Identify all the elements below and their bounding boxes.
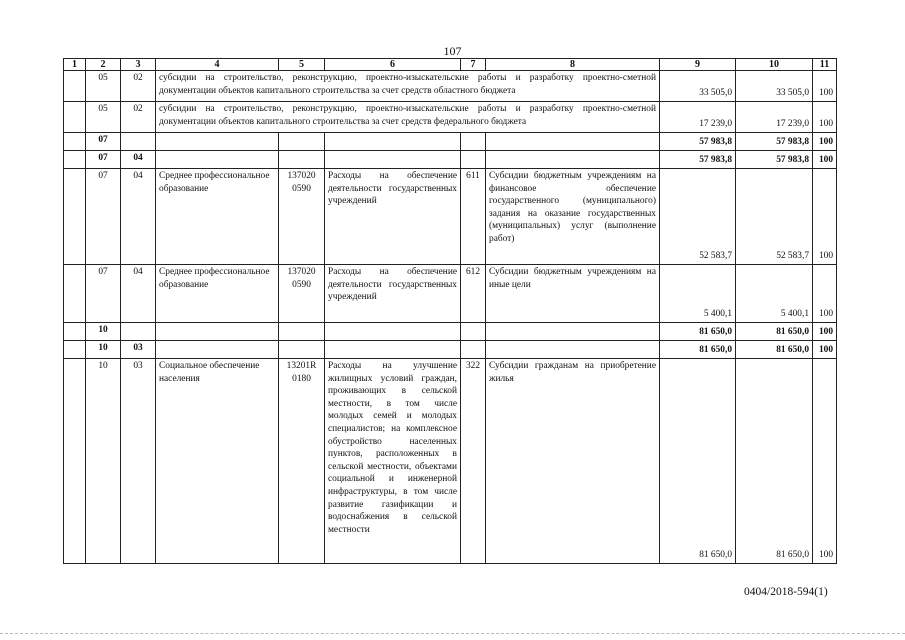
cell: [461, 341, 486, 359]
cell-type-name: Субсидии бюджетным учреждениям на финансовое обеспечение государственного (муниципального) задания на оказание государственных (муниципальных) услуг (выполнение работ): [486, 169, 660, 265]
cell: 03: [121, 341, 156, 359]
cell: [64, 102, 86, 133]
table-row: [64, 133, 837, 151]
cell: 07: [86, 151, 121, 169]
cell: [64, 265, 86, 323]
cell-expense-name: Расходы на улучшение жилищных условий граждан, проживающих в сельской местности, в том числе молодых семей и молодых специалистов; на комплексное обустройство населенных пунктов, расположенных в сельской местности, объектами социальной и инженерной инфраструктуры, в том числе развитие газификации и водоснабжения в сельской местности: [325, 359, 461, 564]
header-cell: 8: [486, 59, 660, 71]
cell-type-code: 611: [461, 169, 486, 265]
table-row: [64, 341, 837, 359]
budget-table: [63, 58, 837, 564]
cell-amount: 81 650,0: [660, 359, 736, 564]
table-row: [64, 265, 837, 323]
cell-amount: 52 583,7: [660, 169, 736, 265]
cell: 07: [86, 169, 121, 265]
cell-amount: 17 239,0: [660, 102, 736, 133]
cell: [486, 133, 660, 151]
cell: [461, 323, 486, 341]
cell: 02: [121, 71, 156, 102]
cell: 10: [86, 341, 121, 359]
header-cell: 3: [121, 59, 156, 71]
cell: 03: [121, 359, 156, 564]
page-number: 107: [443, 44, 462, 58]
cell: [461, 133, 486, 151]
cell-expense-name: Расходы на обеспечение деятельности государственных учреждений: [325, 265, 461, 323]
cell: 05: [86, 102, 121, 133]
cell: [156, 341, 279, 359]
cell: [279, 133, 325, 151]
header-cell: 6: [325, 59, 461, 71]
cell-amount: 57 983,8: [736, 133, 813, 151]
cell-amount: 57 983,8: [736, 151, 813, 169]
cell-percent: 100: [813, 265, 837, 323]
cell: [64, 323, 86, 341]
cell: [325, 341, 461, 359]
cell-target-code: 137020 0590: [279, 169, 325, 265]
cell: 10: [86, 359, 121, 564]
cell: [64, 71, 86, 102]
cell: [121, 323, 156, 341]
cell: 07: [86, 133, 121, 151]
header-cell: 11: [813, 59, 837, 71]
cell: [64, 359, 86, 564]
cell-percent: 100: [813, 359, 837, 564]
cell-amount: 81 650,0: [736, 359, 813, 564]
cell: [325, 151, 461, 169]
cell-amount: 5 400,1: [736, 265, 813, 323]
header-cell: 5: [279, 59, 325, 71]
cell-percent: 100: [813, 323, 837, 341]
table-row: [64, 102, 837, 133]
cell-percent: 100: [813, 102, 837, 133]
cell: [156, 151, 279, 169]
cell-amount: 81 650,0: [660, 323, 736, 341]
cell-description: субсидии на строительство, реконструкцию, проектно-изыскательские работы и разработку проектно-сметной документации объектов капитального строительства за счет средств областного бюджета: [156, 71, 660, 102]
table-row: [64, 323, 837, 341]
cell-type-name: Субсидии бюджетным учреждениям на иные цели: [486, 265, 660, 323]
header-cell: 7: [461, 59, 486, 71]
cell-amount: 81 650,0: [736, 341, 813, 359]
cell: [156, 133, 279, 151]
cell: [64, 133, 86, 151]
cell: 05: [86, 71, 121, 102]
table-row: [64, 71, 837, 102]
cell-type-code: 612: [461, 265, 486, 323]
cell: [279, 341, 325, 359]
cell-amount: 57 983,8: [660, 151, 736, 169]
cell-description: субсидии на строительство, реконструкцию, проектно-изыскательские работы и разработку проектно-сметной документации объектов капитального строительства за счет средств федерального бюджета: [156, 102, 660, 133]
header-cell: 4: [156, 59, 279, 71]
cell-section-name: Среднее профессиональное образование: [156, 169, 279, 265]
cell: [461, 151, 486, 169]
cell-amount: 33 505,0: [736, 71, 813, 102]
cell-type-name: Субсидии гражданам на приобретение жилья: [486, 359, 660, 564]
cell: 10: [86, 323, 121, 341]
cell: [486, 151, 660, 169]
header-row: [64, 59, 837, 71]
cell-percent: 100: [813, 341, 837, 359]
cell-amount: 57 983,8: [660, 133, 736, 151]
scan-edge-divider: [0, 633, 905, 636]
cell-percent: 100: [813, 133, 837, 151]
header-cell: 1: [64, 59, 86, 71]
cell-section-name: Социальное обеспечение населения: [156, 359, 279, 564]
cell: [486, 341, 660, 359]
table-row: [64, 151, 837, 169]
header-cell: 2: [86, 59, 121, 71]
cell: [325, 133, 461, 151]
cell-amount: 33 505,0: [660, 71, 736, 102]
table-row: [64, 169, 837, 265]
cell-amount: 17 239,0: [736, 102, 813, 133]
cell-amount: 52 583,7: [736, 169, 813, 265]
cell-type-code: 322: [461, 359, 486, 564]
table-row: [64, 359, 837, 564]
cell: 02: [121, 102, 156, 133]
cell-amount: 81 650,0: [660, 341, 736, 359]
cell: [279, 323, 325, 341]
cell-target-code: 13201R 0180: [279, 359, 325, 564]
cell: 04: [121, 169, 156, 265]
cell-section-name: Среднее профессиональное образование: [156, 265, 279, 323]
cell-percent: 100: [813, 151, 837, 169]
cell-target-code: 137020 0590: [279, 265, 325, 323]
cell: [64, 169, 86, 265]
cell: [486, 323, 660, 341]
cell: 04: [121, 265, 156, 323]
cell: [64, 341, 86, 359]
cell-amount: 81 650,0: [736, 323, 813, 341]
header-cell: 9: [660, 59, 736, 71]
cell-amount: 5 400,1: [660, 265, 736, 323]
cell: [156, 323, 279, 341]
cell: 04: [121, 151, 156, 169]
cell-expense-name: Расходы на обеспечение деятельности государственных учреждений: [325, 169, 461, 265]
cell: [325, 323, 461, 341]
cell: [64, 151, 86, 169]
header-cell: 10: [736, 59, 813, 71]
cell-percent: 100: [813, 71, 837, 102]
document-code: 0404/2018-594(1): [744, 586, 828, 598]
cell: 07: [86, 265, 121, 323]
cell: [121, 133, 156, 151]
cell-percent: 100: [813, 169, 837, 265]
cell: [279, 151, 325, 169]
